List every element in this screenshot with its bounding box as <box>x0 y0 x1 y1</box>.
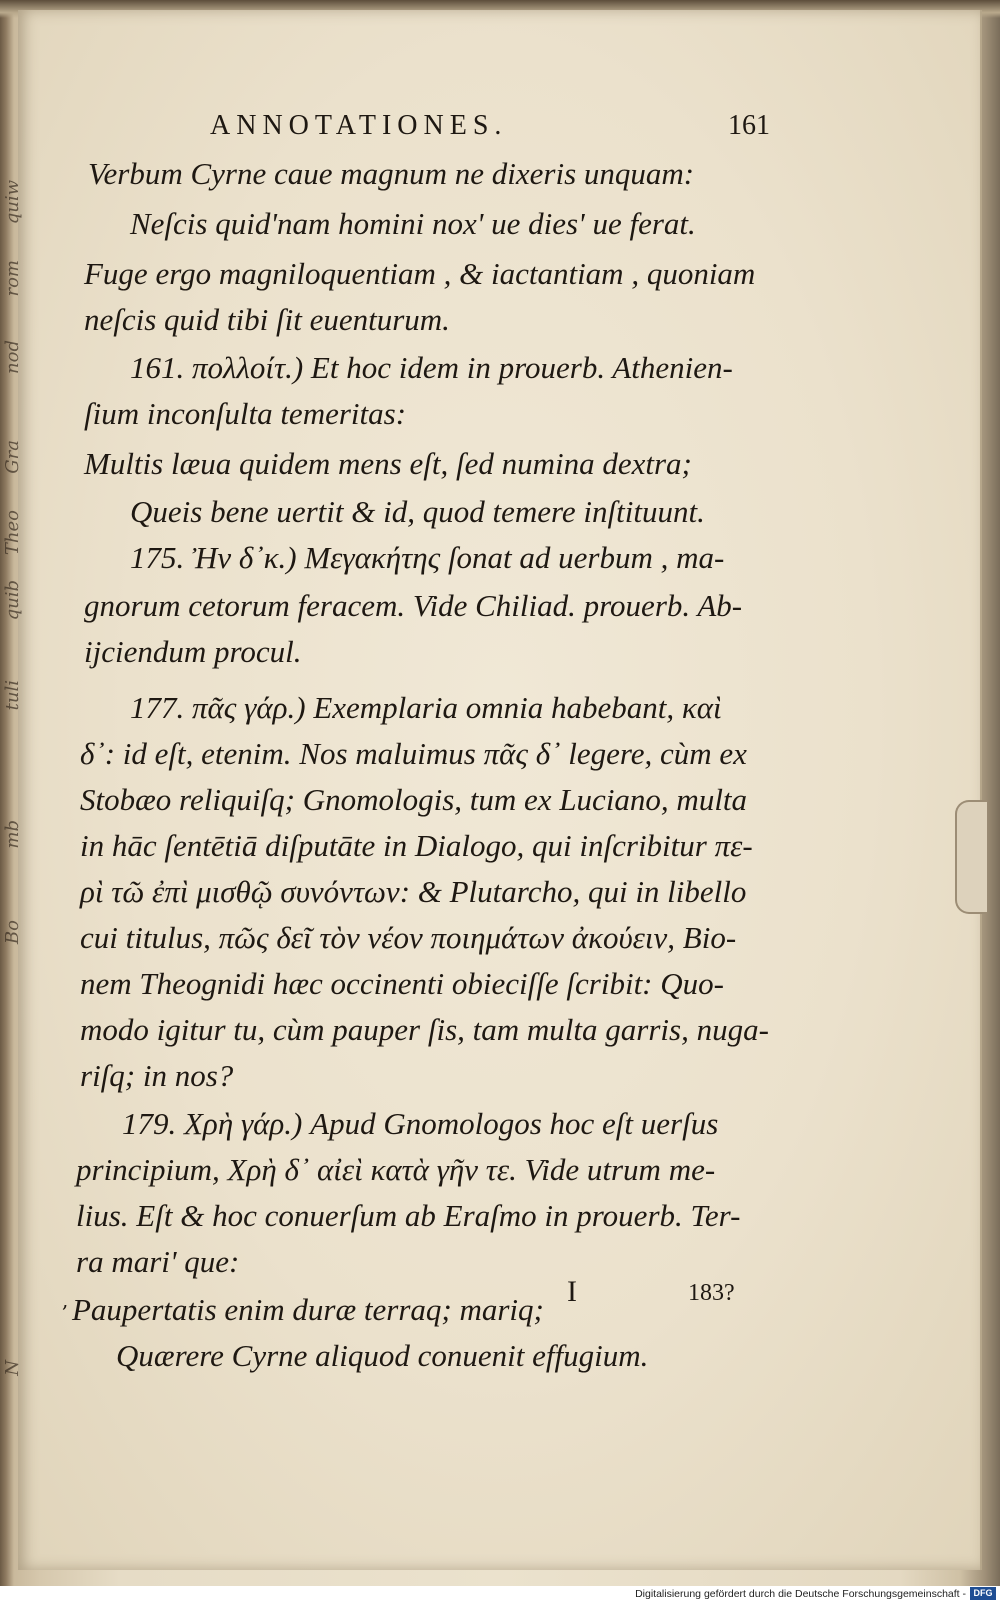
text-line: modo igitur tu, cùm pauper ſis, tam multa garris, nuga- <box>80 1012 769 1047</box>
digitization-credit: Digitalisierung gefördert durch die Deutsche Forschungsgemeinschaft - <box>635 1588 966 1600</box>
margin-fragment: Bo <box>2 920 23 945</box>
text-line: in hāc ſentētiā diſputāte in Dialogo, qui inſcribitur πε- <box>80 828 753 863</box>
margin-fragment: mb <box>2 820 23 849</box>
text-line: Paupertatis enim duræ terraq; mariq; <box>72 1292 544 1327</box>
margin-fragment: nod <box>2 340 23 374</box>
running-title: ANNOTATIONES. <box>210 110 508 141</box>
signature-mark: I <box>567 1275 577 1308</box>
text-line: 161. πολλοίτ.) Et hoc idem in prouerb. Athenien- <box>130 350 733 385</box>
text-line: ρὶ τῶ ἐπὶ μισθῷ συνόντων: & Plutarcho, qui in libello <box>80 874 747 909</box>
page-clip-tab <box>955 800 987 914</box>
text-line: ra mari' que: <box>76 1244 240 1279</box>
left-margin-bleed <box>0 180 22 1380</box>
text-line: Stobæo reliquiſq; Gnomologis, tum ex Luciano, multa <box>80 782 748 817</box>
text-line: cui titulus, πῶς δεῖ τὸν νέον ποιημάτων ἀκούειν, Bio- <box>80 920 737 955</box>
text-line: Multis læua quidem mens eſt, ſed numina dextra; <box>84 446 692 481</box>
text-line: gnorum cetorum feracem. Vide Chiliad. prouerb. Ab- <box>84 588 743 623</box>
text-line: ijciendum procul. <box>84 634 302 669</box>
text-line: lius. Eſt & hoc conuerſum ab Eraſmo in prouerb. Ter- <box>76 1198 741 1233</box>
page-number: 161 <box>728 110 770 141</box>
dfg-logo: DFG <box>970 1587 996 1600</box>
text-line: Queis bene uertit & id, quod temere inſtituunt. <box>130 494 705 529</box>
margin-fragment: rom <box>2 260 23 297</box>
margin-fragment: N <box>2 1360 23 1376</box>
running-header <box>210 110 770 150</box>
margin-fragment: quiw <box>2 180 23 225</box>
text-line: Fuge ergo magniloquentiam , & iactantiam , quoniam <box>84 256 756 291</box>
text-line: 179. Χρὴ γάρ.) Apud Gnomologos hoc eſt uerſus <box>122 1106 719 1141</box>
stray-mark: , <box>62 1288 69 1312</box>
catchword-number: 183? <box>688 1280 735 1306</box>
text-line: riſq; in nos? <box>80 1058 234 1093</box>
margin-fragment: Gra <box>2 440 23 474</box>
margin-fragment: tuli <box>2 680 23 711</box>
margin-fragment: Theo <box>2 510 23 556</box>
text-line: Quærere Cyrne aliquod conuenit effugium. <box>116 1338 649 1373</box>
text-line: principium, Χρὴ δ᾽ αἰεὶ κατὰ γῆν τε. Vide utrum me- <box>76 1152 716 1187</box>
text-line: Verbum Cyrne caue magnum ne dixeris unquam: <box>88 156 695 191</box>
text-line: 175. Ἠν δ᾽κ.) Μεγακήτης ſonat ad uerbum , ma- <box>130 540 725 575</box>
text-line: neſcis quid tibi ſit euenturum. <box>84 302 450 337</box>
text-line: nem Theognidi hæc occinenti obieciſſe ſcribit: Quo- <box>80 966 724 1001</box>
margin-fragment: quib <box>2 580 23 621</box>
text-line: ſium inconſulta temeritas: <box>84 396 407 431</box>
text-line: 177. πᾶς γάρ.) Exemplaria omnia habebant, καὶ <box>130 690 722 725</box>
text-line: Neſcis quid'nam homini nox' ue dies' ue ferat. <box>130 206 696 241</box>
text-line: δ᾽: id eſt, etenim. Nos maluimus πᾶς δ᾽ legere, cùm ex <box>80 736 747 771</box>
